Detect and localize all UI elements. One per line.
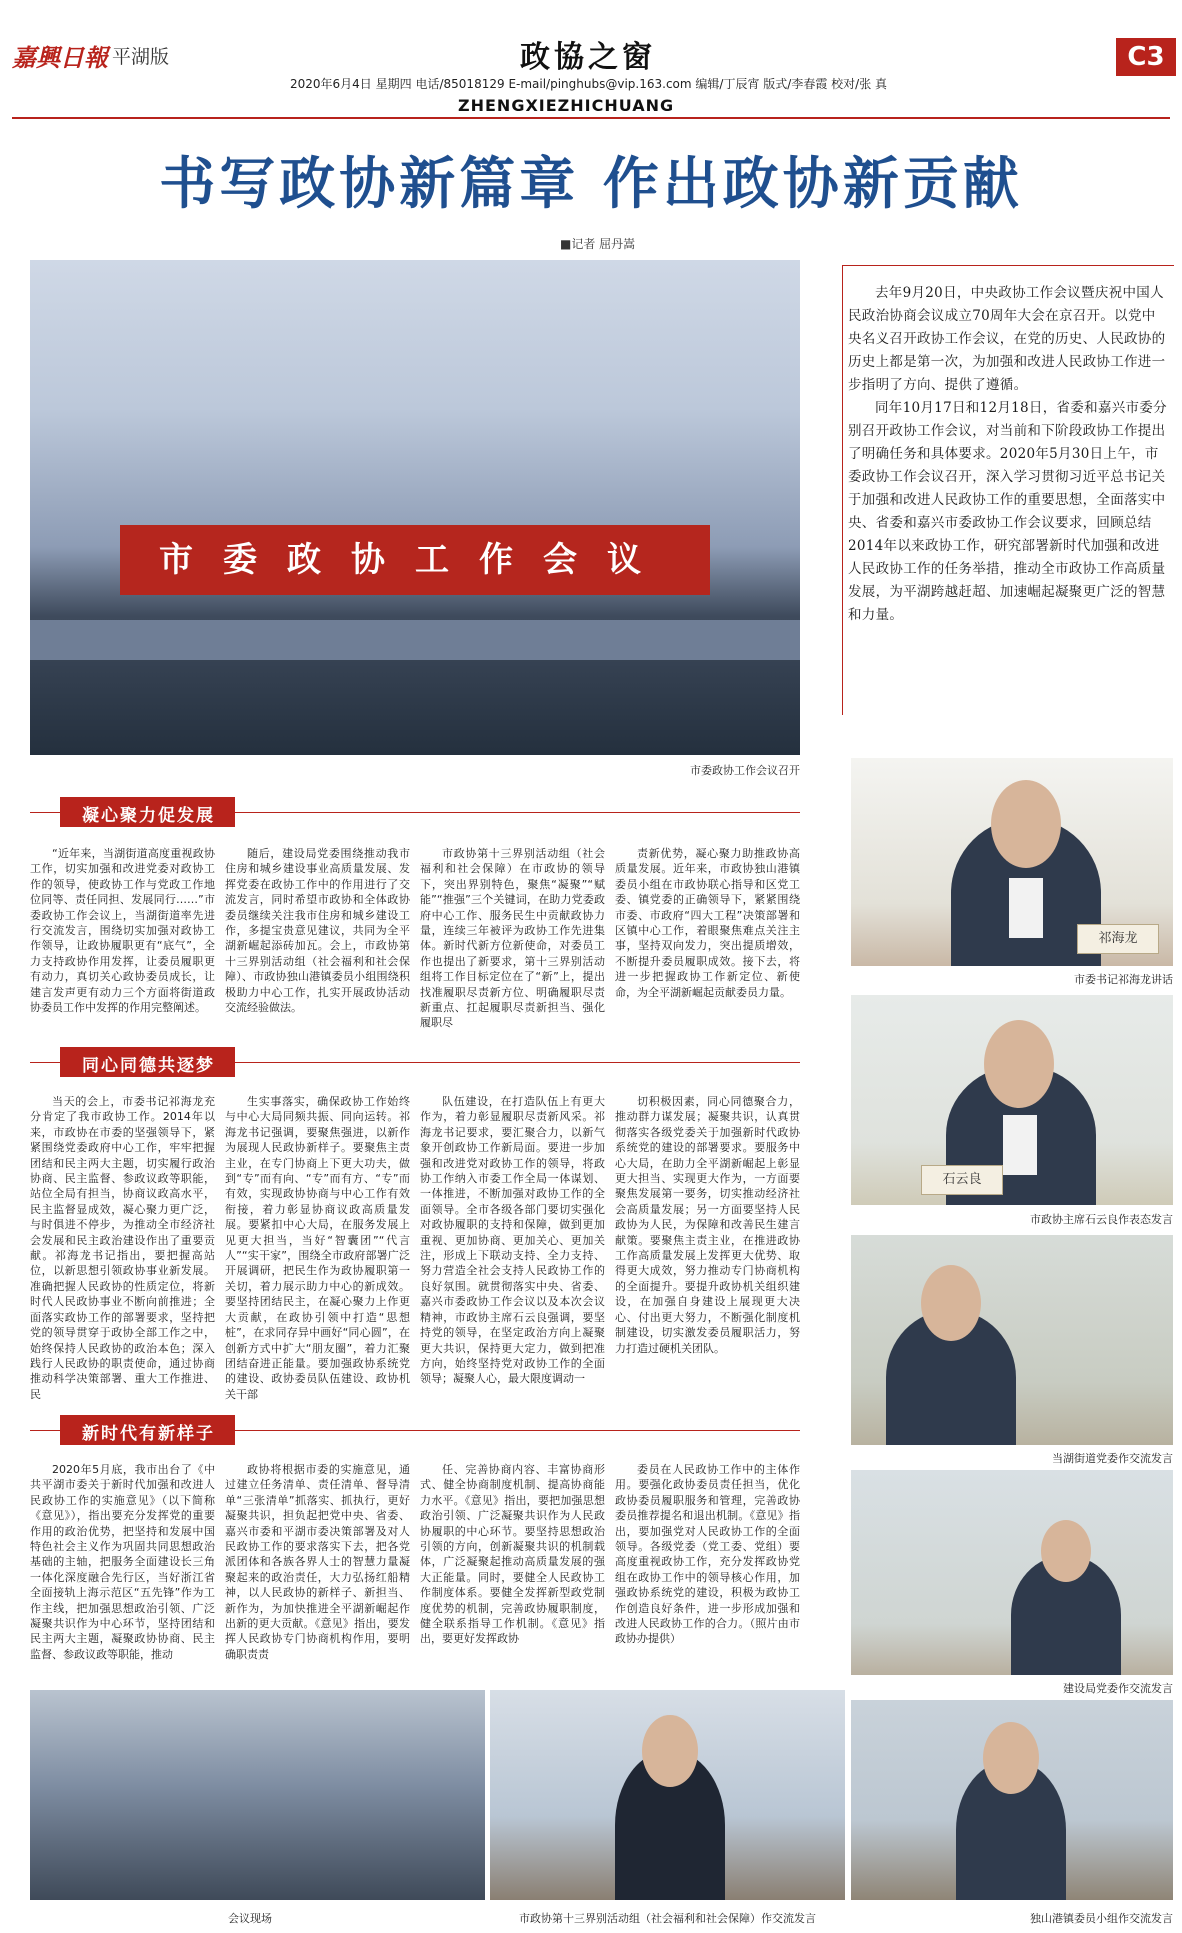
- section-heading: [60, 1047, 235, 1077]
- photo-caption: 建设局党委作交流发言: [1063, 1682, 1173, 1695]
- nameplate: 祁海龙: [1077, 924, 1159, 954]
- column-text: “近年来，当湖街道高度重视政协工作，切实加强和改进党委对政协工作的领导，使政协工作与党政工作地位同等、责任同担、发展同行……”市委政协工作会议上，当湖街道率先进行交流发言，围绕切实加强对政协工作领导，让政协履职更有“底气”，全力支持政协作用发挥，让委员履职更有动力，真切关心政协委员成长，让建言发声更有动力三个方面将街道政协委员工作中发挥的作用完整阐述。: [30, 847, 215, 1015]
- speaker-face: [642, 1715, 698, 1787]
- photo-caption: 市委书记祁海龙讲话: [1074, 973, 1173, 986]
- presidium-table: [30, 620, 800, 660]
- main-meeting-photo: [30, 260, 800, 755]
- issue-info-line: [290, 75, 887, 92]
- column-text: 切积极因素，同心同德聚合力，推动群力谋发展；凝聚共识，认真贯彻落实各级党委关于加强新时代政协系统党的建设的部署要求。要服务中心大局，在助力全平湖新崛起上彰显更大担当、实现更大作为，一方面要聚焦发展第一要务，切实推动经济社会高质量发展；另一方面要坚持人民政协为人民，为保障和改善民生建言献策。要聚焦主责主业，在推进政协工作高质量发展上发挥更大优势、取得更大成效，努力推动专门协商机构的全面提升。要提升政协机关组织建设，在加强自身建设上展现更大决心、付出更大努力，不断强化制度机制建设，切实激发委员履职活力，努力打造过硬机关团队。: [615, 1095, 800, 1355]
- speaker-photo-sector-group: [490, 1690, 845, 1900]
- article-column: [225, 1094, 410, 1402]
- email: E-mail/pinghubs@vip.163.com: [508, 77, 692, 91]
- column-pinyin: ZHENGXIEZHICHUANG: [458, 96, 675, 115]
- photo-caption: 独山港镇委员小组作交流发言: [1030, 1912, 1173, 1925]
- header-rule: [12, 117, 1170, 119]
- column-text: 责新优势，凝心聚力助推政协高质量发展。近年来，市政协独山港镇委员小组在市政协联心指导和区党工委、镇党委的正确领导下，紧紧围绕市委、市政府“四大工程”决策部署和区镇中心工作，着眼聚焦难点关注主事，坚持双向发力，突出提质增效，不断提升委员履职成效。接下去，将进一步把握政协工作新定位、新使命，为全平湖新崛起贡献委员力量。: [615, 847, 800, 999]
- column-text: 当天的会上，市委书记祁海龙充分肯定了我市政协工作。2014年以来，市政协在市委的坚强领导下，紧紧围绕党委政府中心工作，牢牢把握团结和民主两大主题，切实履行政治协商、民主监督、参政议政等职能，站位全局有担当，协商议政高水平，民主监督显成效，凝心聚力更广泛，与时俱进不停步，为推动全市经济社会发展和民主政治建设作出了重要贡献。祁海龙书记指出，要把握高站位，以新思想引领政协事业新发展。准确把握人民政协的性质定位，将新时代人民政协事业不断向前推进；全面落实政协工作的部署要求，坚持把党的领导贯穿于政协全部工作之中，始终保持人民政协的政治本色；深入践行人民政协的职责使命，通过协商推动科学决策部署、重大工作推进、民: [30, 1095, 215, 1401]
- meeting-venue-photo: [30, 1690, 485, 1900]
- column-text: 随后，建设局党委围绕推动我市住房和城乡建设事业高质量发展、发挥党委在政协工作中的作用进行了交流发言，同时希望市政协和全体政协委员继续关注我市住房和城乡建设工作，多提宝贵意见建议，共同为全平湖新崛起添砖加瓦。会上，市政协第十三界别活动组（社会福利和社会保障）、市政协独山港镇委员小组围绕积极助力中心工作，扎实开展政协活动交流经验做法。: [225, 847, 410, 1015]
- photo-caption: 当湖街道党委作交流发言: [1052, 1452, 1173, 1465]
- layout-editor: 版式/李春霞: [763, 77, 828, 91]
- speaker-face: [991, 780, 1061, 868]
- section-heading: [60, 1415, 235, 1445]
- speaker-photo-cppcc-chairman: [851, 995, 1173, 1205]
- article-column: [420, 1094, 605, 1387]
- speaker-photo-dushangang-group: [851, 1700, 1173, 1900]
- article-byline: ■记者 屈丹嵩: [560, 237, 636, 251]
- speaker-face: [983, 1722, 1039, 1794]
- speaker-face: [1041, 1520, 1091, 1582]
- section-title: 新时代有新样子: [82, 1424, 215, 1444]
- paper-logo: 嘉興日報: [12, 43, 108, 72]
- proofreader: 校对/张 真: [831, 77, 888, 91]
- edition-label: 平湖版: [112, 46, 170, 68]
- speaker-shirt: [1003, 1115, 1037, 1175]
- intro-paragraph: 去年9月20日，中央政协工作会议暨庆祝中国人民政治协商会议成立70周年大会在京召开。以党中央名义召开政协工作会议，在党的历史、人民政协的历史上都是第一次，为加强和改进人民政协工作进一步指明了方向、提供了遵循。: [848, 285, 1166, 393]
- photo-caption: 市政协第十三界别活动组（社会福利和社会保障）作交流发言: [519, 1912, 816, 1925]
- main-photo-caption: 市委政协工作会议召开: [690, 764, 800, 777]
- column-text: 政协将根据市委的实施意见，通过建立任务清单、责任清单、督导清单“三张清单”抓落实、抓执行，更好凝聚共识，担负起把党中央、省委、嘉兴市委和平湖市委决策部署及对人民政协工作的要求落实下去，把各党派团体和各族各界人士的智慧力量凝聚起来的政治责任，大力弘扬红船精神，以人民政协的新样子、新担当、新作为，为加快推进全平湖新崛起作出新的更大贡献。《意见》指出，要发挥人民政协专门协商机构作用，要明确职责责: [225, 1463, 410, 1661]
- article-column: [225, 1462, 410, 1662]
- speaker-photo-construction-bureau: [851, 1470, 1173, 1675]
- editor: 编辑/丁辰宵: [695, 77, 760, 91]
- masthead: [0, 0, 1182, 115]
- article-column: [615, 1094, 800, 1356]
- section-title: 同心同德共逐梦: [82, 1056, 215, 1076]
- article-column: [615, 1462, 800, 1647]
- column-text: 队伍建设，在打造队伍上有更大作为，着力彰显履职尽责新风采。祁海龙书记要求，要汇聚合力，以新气象开创政协工作新局面。要进一步加强和改进党对政协工作的领导，将政协工作纳入市委工作全局一体谋划、一体推进，不断加强对政协工作的全面领导。全市各级各部门要切实强化对政协履职的支持和保障，做到更加重视、更加协商、更加关心、更加关注，形成上下联动支持、全力支持、努力营造全社会支持人民政协工作的良好氛围。就贯彻落实中央、省委、嘉兴市委政协工作会议以及本次会议精神，市政协主席石云良强调，要坚持党的领导，在坚定政治方向上凝聚更大共识，保持更大定力，做到把准方向，始终坚持党对政协工作的全面领导；凝聚人心，最大限度调动一: [420, 1095, 605, 1386]
- column-logo: 政協之窗: [520, 40, 656, 75]
- article-column: [225, 846, 410, 1015]
- phone: 电话/85018129: [415, 77, 505, 91]
- article-column: [420, 1462, 605, 1647]
- issue-date: 2020年6月4日: [290, 77, 372, 91]
- column-text: 生实事落实，确保政协工作始终与中心大局同频共振、同向运转。祁海龙书记强调，要聚焦强进，以新作为展现人民政协新样子。要聚焦主责主业，在专门协商上下更大功夫，做到“专”而有向、“专”而有方、“专”而有效，实现政协协商与中心工作有效衔接，着力彰显协商议政高质量发展。要紧扣中心大局，在服务发展上见更大担当，当好“智囊团”“代言人”“实干家”，围绕全市政府部署广泛开展调研，把民生作为政协履职第一关切，着力展示助力中心的新成效。要坚持团结民主，在凝心聚力上作更大贡献，在政协引领中打造“思想桩”，在求同存异中画好“同心圆”，在创新方式中扩大“朋友圈”，着力汇聚团结奋进正能量。要加强政协系统党的建设、政协委员队伍建设、政协机关干部: [225, 1095, 410, 1401]
- photo-background: [30, 1690, 485, 1900]
- speaker-photo-party-secretary: [851, 758, 1173, 966]
- speaker-face: [921, 1265, 981, 1341]
- photo-background: [30, 260, 800, 755]
- section-heading: [60, 797, 235, 827]
- article-column: [420, 846, 605, 1031]
- section-title: 凝心聚力促发展: [82, 806, 215, 826]
- article-column: [30, 1462, 215, 1662]
- intro-text: [848, 282, 1168, 627]
- column-text: 委员在人民政协工作中的主体作用。要强化政协委员责任担当，优化政协委员履职服务和管理，完善政协委员推荐提名和退出机制。《意见》指出，要加强党对人民政协工作的全面领导。各级党委（党工委、党组）要高度重视政协工作，充分发挥政协党组在政协工作中的领导核心作用，加强政协系统党的建设，积极为政协工作创造良好条件，进一步形成加强和改进人民政协工作的合力。（照片由市政协办提供）: [615, 1463, 800, 1646]
- speaker-face: [984, 1020, 1054, 1108]
- article-column: [615, 846, 800, 1000]
- column-text: 市政协第十三界别活动组（社会福利和社会保障）在市政协的领导下，突出界别特色，聚焦“凝聚”“赋能”“推强”三个关键词，在助力党委政府中心工作、服务民生中贡献政协力量，连续三年被评为政协工作先进集体。新时代新方位新使命，对委员工作也提出了新要求，第十三界别活动组将工作目标定位在了“新”上，提出找准履职尽责新方位、明确履职尽责新重点、扛起履职尽责新担当、强化履职尽: [420, 847, 605, 1030]
- article-headline: 书写政协新篇章 作出政协新贡献: [159, 152, 1023, 217]
- speaker-shirt: [1009, 878, 1043, 938]
- speaker-photo-dangu-street: [851, 1235, 1173, 1445]
- nameplate: 石云良: [921, 1165, 1003, 1195]
- column-text: 任、完善协商内容、丰富协商形式、健全协商制度机制、提高协商能力水平。《意见》指出，要把加强思想政治引领、广泛凝聚共识作为人民政协履职的中心环节。要坚持思想政治引领的方向，创新凝聚共识的机制载体，广泛凝聚起推动高质量发展的强大正能量。同时，要健全人民政协工作制度体系。要健全发挥新型政党制度优势的机制，完善政协履职制度，健全联系指导工作机制。《意见》指出，要更好发挥政协: [420, 1463, 605, 1646]
- photo-caption: 会议现场: [228, 1912, 272, 1925]
- intro-paragraph: 同年10月17日和12月18日，省委和嘉兴市委分别召开政协工作会议，对当前和下阶段政协工作提出了明确任务和具体要求。2020年5月30日上午，市委政协工作会议召开，深入学习贯彻习近平总书记关于加强和改进人民政协工作的重要思想，全面落实中央、省委和嘉兴市委政协工作会议要求，回顾总结2014年以来政协工作，研究部署新时代加强和改进人民政协工作的任务举措，推动全市政协工作高质量发展，为平湖跨越赶超、加速崛起凝聚更广泛的智慧和力量。: [848, 400, 1167, 623]
- article-column: [30, 1094, 215, 1402]
- meeting-banner: 市委政协工作会议: [120, 525, 710, 595]
- article-column: [30, 846, 215, 1015]
- page-number-badge: C3: [1116, 38, 1176, 76]
- issue-weekday: 星期四: [375, 77, 412, 91]
- photo-caption: 市政协主席石云良作表态发言: [1030, 1213, 1173, 1226]
- column-text: 2020年5月底，我市出台了《中共平湖市委关于新时代加强和改进人民政协工作的实施意见》（以下简称《意见》），指出要充分发挥党的重要作用的政治优势，把坚持和发展中国特色社会主义作为巩固共同思想政治基础的主轴，把服务全面建设长三角一体化深度融合先行区，当好浙江省全面接轨上海示范区“五先锋”作为工作主线，把加强思想政治引领、广泛凝聚共识作为中心环节，坚持团结和民主两大主题，凝聚政协协商、民主监督、参政议政等职能，推动: [30, 1463, 215, 1661]
